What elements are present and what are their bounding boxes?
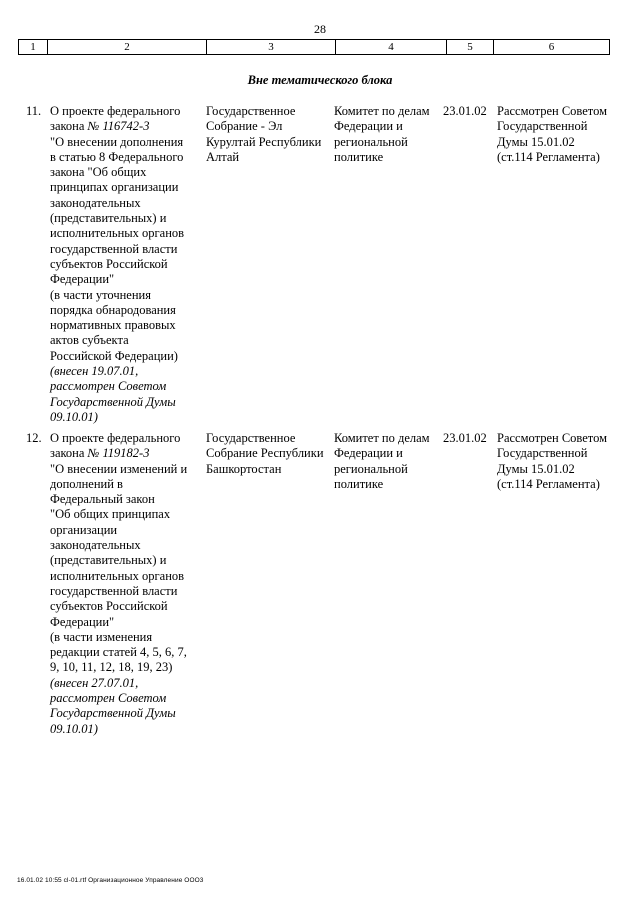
bill-line: Российской Федерации)	[50, 348, 178, 363]
entry-number: 11.	[26, 104, 42, 118]
date-cell: 23.01.02	[443, 431, 487, 445]
bill-description	[50, 104, 208, 425]
column-number: 3	[207, 40, 336, 55]
committee-line: Комитет по делам	[334, 431, 430, 445]
author-cell	[206, 431, 336, 477]
bill-description	[50, 431, 208, 737]
bill-status-line: рассмотрен Советом	[50, 691, 167, 706]
bill-line: законодательных	[50, 538, 141, 553]
bill-line: О проекте федерального	[50, 104, 181, 118]
decision-line: Думы 15.01.02	[497, 134, 575, 149]
bill-line: порядка обнародования	[50, 302, 176, 317]
page-number: 28	[314, 22, 326, 36]
bill-line: "О внесении дополнения	[50, 134, 184, 149]
bill-status-line: (внесен 27.07.01,	[50, 675, 139, 690]
committee-cell	[334, 431, 446, 492]
bill-line: закона "Об общих	[50, 165, 147, 180]
bill-line: государственной власти	[50, 583, 178, 598]
decision-line: Государственной	[497, 119, 588, 134]
committee-line: политике	[334, 476, 384, 491]
committee-line: региональной	[334, 134, 408, 149]
bill-line: О проекте федерального	[50, 431, 181, 445]
decision-cell	[497, 431, 622, 492]
bill-line: "О внесении изменений и	[50, 461, 188, 476]
column-number-row	[18, 39, 610, 55]
bill-line: принципах организации	[50, 180, 179, 195]
committee-line: Комитет по делам	[334, 104, 430, 118]
author-line: Алтай	[206, 149, 240, 164]
decision-cell	[497, 104, 622, 165]
author-cell	[206, 104, 336, 165]
bill-status-line: Государственной Думы	[50, 706, 176, 721]
bill-line: законодательных	[50, 195, 141, 210]
committee-cell	[334, 104, 446, 165]
bill-line: организации	[50, 522, 118, 537]
bill-number-line: закона № 119182-3	[50, 446, 150, 461]
bill-line: исполнительных органов	[50, 568, 185, 583]
bill-number-line: закона № 116742-3	[50, 119, 150, 134]
bill-status-line: (внесен 19.07.01,	[50, 364, 139, 379]
date-cell: 23.01.02	[443, 104, 487, 118]
bill-line: исполнительных органов	[50, 226, 185, 241]
column-number: 5	[447, 40, 494, 55]
committee-line: региональной	[334, 461, 408, 476]
footer-meta: 16.01.02 10:55 cl-01.rtf Организационное Управление ООО3	[17, 877, 204, 884]
column-number: 2	[48, 40, 207, 55]
bill-line: субъектов Российской	[50, 256, 168, 271]
author-line: Курултай Республики	[206, 134, 322, 149]
bill-line: в статью 8 Федерального	[50, 149, 184, 164]
bill-status-line: 09.10.01)	[50, 409, 98, 424]
bill-line: "Об общих принципах	[50, 507, 171, 522]
entry-number: 12.	[26, 431, 42, 445]
section-title: Вне тематического блока	[247, 73, 393, 87]
bill-line: Федерации"	[50, 614, 115, 629]
decision-line: (ст.114 Регламента)	[497, 149, 600, 164]
bill-line: Федерации"	[50, 272, 115, 287]
bill-line: дополнений в	[50, 476, 123, 491]
decision-line: Рассмотрен Советом	[497, 104, 608, 118]
committee-line: Федерации и	[334, 119, 403, 134]
author-line: Государственное	[206, 104, 296, 118]
bill-line: Федеральный закон	[50, 492, 155, 507]
decision-line: (ст.114 Регламента)	[497, 476, 600, 491]
bill-status-line: 09.10.01)	[50, 721, 98, 736]
bill-line: актов субъекта	[50, 333, 129, 348]
committee-line: политике	[334, 149, 384, 164]
bill-line: (представительных) и	[50, 211, 167, 226]
column-number: 4	[336, 40, 447, 55]
bill-line: (представительных) и	[50, 553, 167, 568]
committee-line: Федерации и	[334, 446, 403, 461]
decision-line: Думы 15.01.02	[497, 461, 575, 476]
author-line: Собрание - Эл	[206, 119, 283, 134]
column-number: 1	[19, 40, 48, 55]
bill-line: (в части изменения	[50, 629, 153, 644]
bill-line: государственной власти	[50, 241, 178, 256]
bill-line: 9, 10, 11, 12, 18, 19, 23)	[50, 660, 173, 675]
bill-line: субъектов Российской	[50, 599, 168, 614]
bill-line: нормативных правовых	[50, 318, 176, 333]
column-number: 6	[494, 40, 610, 55]
bill-line: (в части уточнения	[50, 287, 151, 302]
bill-line: редакции статей 4, 5, 6, 7,	[50, 645, 187, 660]
author-line: Башкортостан	[206, 461, 282, 476]
author-line: Собрание Республики	[206, 446, 324, 461]
decision-line: Рассмотрен Советом	[497, 431, 608, 445]
decision-line: Государственной	[497, 446, 588, 461]
bill-status-line: Государственной Думы	[50, 394, 176, 409]
author-line: Государственное	[206, 431, 296, 445]
bill-status-line: рассмотрен Советом	[50, 379, 167, 394]
